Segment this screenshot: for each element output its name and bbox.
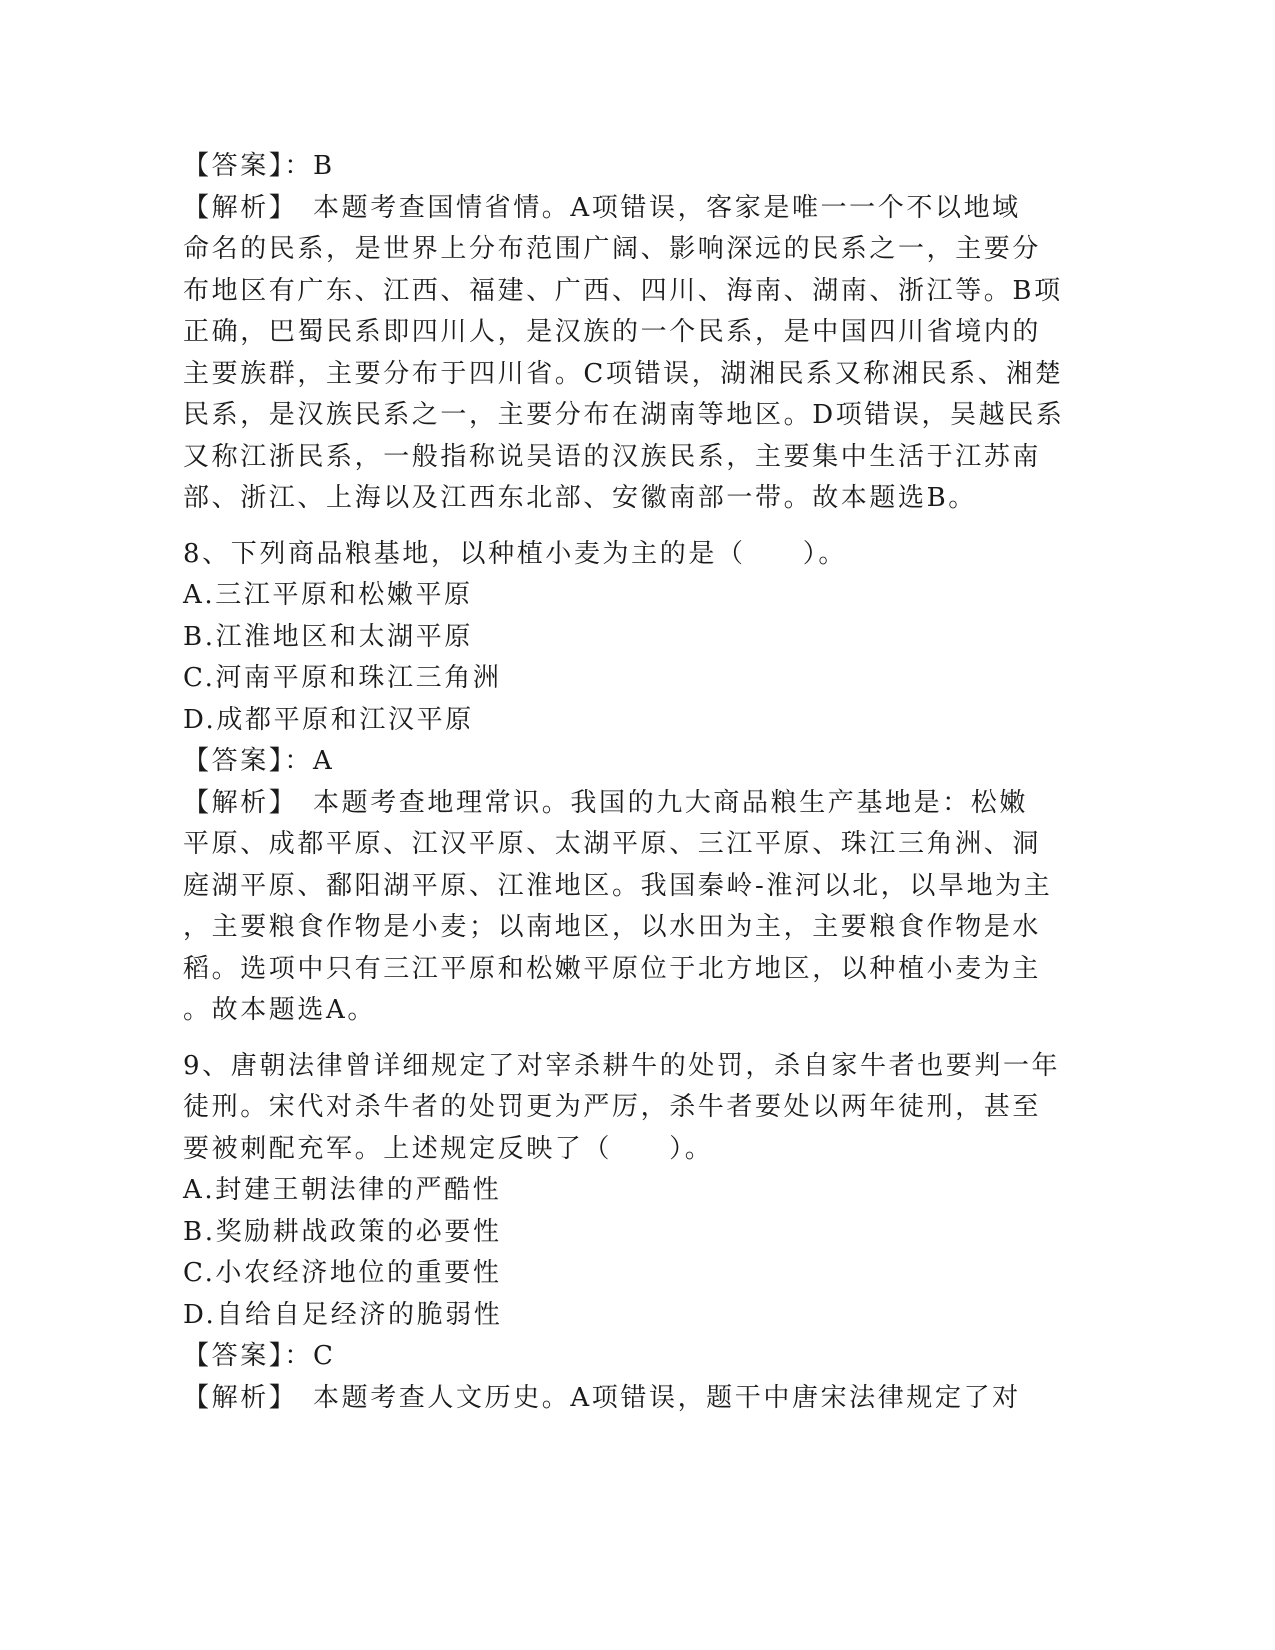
option-a: A.三江平原和松嫩平原: [183, 580, 473, 610]
option-d: D.自给自足经济的脆弱性: [183, 1299, 503, 1330]
analysis-line: 命名的民系，是世界上分布范围广阔、影响深远的民系之一，主要分: [183, 234, 1042, 264]
option-b: B.江淮地区和太湖平原: [183, 621, 473, 652]
question-7-block: [183, 146, 1083, 520]
analysis-line: 。故本题选A。: [183, 995, 376, 1025]
option-a: A.封建王朝法律的严酷性: [183, 1175, 502, 1205]
analysis-line: 庭湖平原、鄱阳湖平原、江淮地区。我国秦岭-淮河以北，以旱地为主: [183, 870, 1053, 901]
question-8-block: [183, 534, 1083, 1032]
analysis-line: 平原、成都平原、江汉平原、太湖平原、三江平原、珠江三角洲、洞: [183, 829, 1042, 859]
spacer: [183, 1032, 1083, 1046]
analysis-line: 民系，是汉族民系之一，主要分布在湖南等地区。D项错误，吴越民系: [183, 400, 1065, 430]
answer-line: 【答案】：A: [183, 746, 335, 776]
option-b: B.奖励耕战政策的必要性: [183, 1216, 502, 1247]
question-stem: 徒刑。宋代对杀牛者的处罚更为严厉，杀牛者要处以两年徒刑，甚至: [183, 1092, 1042, 1122]
analysis-line: 又称江浙民系，一般指称说吴语的汉族民系，主要集中生活于江苏南: [183, 441, 1042, 472]
analysis-line: 【解析】 本题考查地理常识。我国的九大商品粮生产基地是：松嫩: [183, 787, 1029, 818]
option-c: C.河南平原和珠江三角洲: [183, 663, 502, 693]
option-c: C.小农经济地位的重要性: [183, 1258, 502, 1288]
analysis-line: 稻。选项中只有三江平原和松嫩平原位于北方地区，以种植小麦为主: [183, 953, 1042, 984]
analysis-line: 【解析】 本题考查国情省情。A项错误，客家是唯一一个不以地域: [183, 192, 1021, 223]
question-9-block: [183, 1046, 1083, 1420]
analysis-line: ，主要粮食作物是小麦；以南地区，以水田为主，主要粮食作物是水: [183, 912, 1042, 942]
question-stem: 要被刺配充军。上述规定反映了（ ）。: [183, 1133, 714, 1164]
analysis-line: 布地区有广东、江西、福建、广西、四川、海南、湖南、浙江等。B项: [183, 275, 1063, 306]
analysis-line: 【解析】 本题考查人文历史。A项错误，题干中唐宋法律规定了对: [183, 1382, 1021, 1413]
question-stem: 9、唐朝法律曾详细规定了对宰杀耕牛的处罚，杀自家牛者也要判一年: [183, 1050, 1061, 1081]
option-d: D.成都平原和江汉平原: [183, 704, 474, 735]
analysis-line: 正确，巴蜀民系即四川人，是汉族的一个民系，是中国四川省境内的: [183, 317, 1042, 347]
document-page: [183, 146, 1083, 1419]
spacer: [183, 520, 1083, 534]
analysis-line: 主要族群，主要分布于四川省。C项错误，湖湘民系又称湘民系、湘楚: [183, 358, 1064, 389]
answer-line: 【答案】：B: [183, 151, 335, 181]
answer-line: 【答案】：C: [183, 1341, 336, 1371]
question-stem: 8、下列商品粮基地，以种植小麦为主的是（ ）。: [183, 538, 847, 569]
analysis-line: 部、浙江、上海以及江西东北部、安徽南部一带。故本题选B。: [183, 483, 977, 513]
